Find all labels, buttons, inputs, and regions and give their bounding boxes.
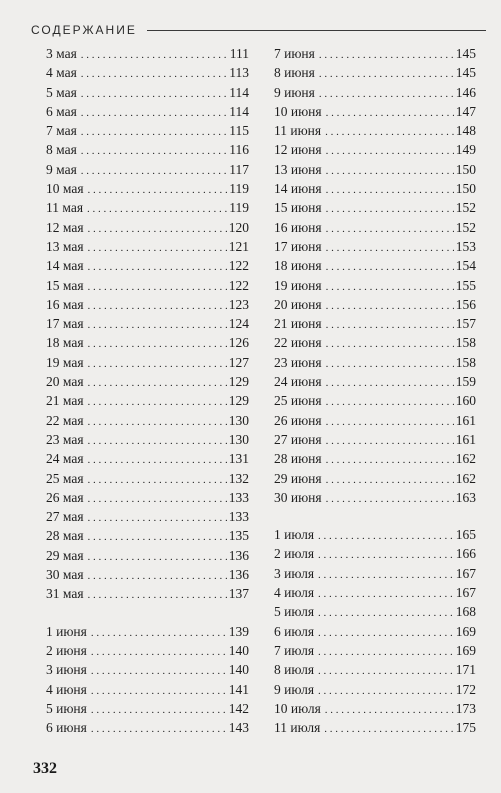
- entry-page-number: 121: [228, 238, 249, 254]
- dot-leader: [81, 63, 227, 84]
- toc-entry: [274, 121, 476, 140]
- entry-page-number: 165: [455, 527, 476, 543]
- entry-date: 6 июля: [274, 623, 315, 639]
- dot-leader: [325, 699, 454, 720]
- entry-page-number: 172: [455, 681, 476, 697]
- toc-entry: [274, 622, 476, 641]
- dot-leader: [91, 680, 227, 701]
- toc-entry: [274, 602, 476, 621]
- dot-leader: [91, 660, 227, 681]
- dot-leader: [318, 680, 454, 701]
- toc-entry: [274, 391, 476, 410]
- entry-date: 7 июня: [274, 46, 315, 61]
- dot-leader: [88, 584, 227, 605]
- dot-leader: [318, 583, 454, 604]
- entry-date: 12 мая: [46, 219, 84, 235]
- entry-date: 5 мая: [46, 84, 77, 100]
- entry-date: 18 июня: [274, 258, 322, 274]
- header-rule: [147, 30, 486, 31]
- dot-leader: [318, 564, 454, 585]
- toc-entry: [46, 507, 249, 526]
- toc-entry: [274, 411, 476, 430]
- dot-leader: [88, 372, 227, 393]
- entry-page-number: 117: [229, 161, 249, 177]
- entry-page-number: 162: [455, 451, 476, 467]
- entry-date: 27 мая: [46, 509, 84, 525]
- dot-leader: [88, 353, 227, 374]
- toc-column-right: [274, 44, 476, 737]
- entry-date: 4 июня: [46, 681, 87, 697]
- dot-leader: [326, 430, 454, 451]
- entry-date: 14 мая: [46, 258, 84, 274]
- entry-date: 7 мая: [46, 123, 77, 139]
- dot-leader: [319, 83, 454, 104]
- entry-date: 9 мая: [46, 161, 77, 177]
- running-header: [31, 20, 486, 40]
- entry-date: 21 июня: [274, 316, 322, 332]
- entry-date: 10 июля: [274, 700, 321, 716]
- toc-entry: [46, 102, 249, 121]
- entry-date: 3 июля: [274, 565, 315, 581]
- toc-entry: [46, 218, 249, 237]
- toc-entry: [274, 544, 476, 563]
- entry-page-number: 114: [229, 84, 249, 100]
- toc-entry: [46, 449, 249, 468]
- toc-entry: [274, 333, 476, 352]
- dot-leader: [318, 544, 454, 565]
- group-spacer: [46, 604, 249, 622]
- dot-leader: [81, 44, 228, 65]
- toc-entry: [46, 160, 249, 179]
- entry-date: 6 мая: [46, 103, 77, 119]
- entry-date: 2 июля: [274, 546, 315, 562]
- entry-page-number: 159: [455, 374, 476, 390]
- entry-page-number: 131: [228, 451, 249, 467]
- dot-leader: [88, 314, 227, 335]
- toc-entry: [274, 102, 476, 121]
- entry-date: 31 мая: [46, 586, 84, 602]
- entry-page-number: 156: [455, 296, 476, 312]
- toc-entry: [46, 565, 249, 584]
- entry-page-number: 141: [228, 681, 249, 697]
- entry-page-number: 157: [455, 316, 476, 332]
- toc-entry: [274, 469, 476, 488]
- toc-entry: [46, 641, 249, 660]
- toc-entry: [46, 333, 249, 352]
- entry-page-number: 135: [228, 528, 249, 544]
- entry-date: 17 мая: [46, 316, 84, 332]
- entry-date: 23 июня: [274, 354, 322, 370]
- dot-leader: [88, 333, 227, 354]
- entry-page-number: 122: [228, 258, 249, 274]
- entry-date: 3 июня: [46, 662, 87, 678]
- entry-date: 9 июля: [274, 681, 315, 697]
- entry-date: 24 июня: [274, 374, 322, 390]
- entry-page-number: 169: [455, 642, 476, 658]
- entry-page-number: 140: [228, 642, 249, 658]
- dot-leader: [81, 140, 227, 161]
- entry-date: 21 мая: [46, 393, 84, 409]
- toc-entry: [46, 391, 249, 410]
- toc-entry: [46, 121, 249, 140]
- entry-date: 7 июля: [274, 642, 315, 658]
- entry-date: 8 июня: [274, 65, 315, 81]
- entry-page-number: 137: [228, 586, 249, 602]
- entry-date: 4 июля: [274, 585, 315, 601]
- dot-leader: [326, 102, 454, 123]
- dot-leader: [326, 295, 454, 316]
- entry-date: 13 мая: [46, 238, 84, 254]
- toc-entry: [274, 641, 476, 660]
- dot-leader: [326, 372, 454, 393]
- dot-leader: [326, 488, 454, 509]
- dot-leader: [88, 430, 227, 451]
- dot-leader: [326, 179, 454, 200]
- dot-leader: [91, 641, 227, 662]
- toc-entry: [274, 314, 476, 333]
- toc-entry: [274, 83, 476, 102]
- entry-page-number: 162: [455, 470, 476, 486]
- entry-date: 13 июня: [274, 161, 322, 177]
- dot-leader: [326, 333, 454, 354]
- toc-entry: [46, 584, 249, 603]
- entry-date: 16 июня: [274, 219, 322, 235]
- toc-entry: [46, 140, 249, 159]
- dot-leader: [324, 718, 453, 739]
- dot-leader: [318, 525, 454, 546]
- toc-column-left: [46, 44, 249, 737]
- toc-entry: [46, 276, 249, 295]
- toc-entry: [46, 411, 249, 430]
- toc-entry: [274, 63, 476, 82]
- entry-date: 26 мая: [46, 489, 84, 505]
- entry-page-number: 145: [455, 65, 476, 81]
- group-spacer: [274, 507, 476, 525]
- entry-page-number: 116: [229, 142, 249, 158]
- dot-leader: [319, 63, 454, 84]
- toc-entry: [46, 622, 249, 641]
- entry-page-number: 175: [455, 720, 476, 736]
- toc-entry: [46, 469, 249, 488]
- entry-page-number: 132: [228, 470, 249, 486]
- entry-page-number: 161: [455, 431, 476, 447]
- dot-leader: [326, 391, 454, 412]
- entry-date: 25 июня: [274, 393, 322, 409]
- entry-page-number: 167: [455, 565, 476, 581]
- entry-date: 2 июня: [46, 642, 87, 658]
- entry-date: 16 мая: [46, 296, 84, 312]
- toc-entry: [46, 179, 249, 198]
- dot-leader: [326, 140, 454, 161]
- toc-entry: [46, 44, 249, 63]
- dot-leader: [88, 276, 227, 297]
- dot-leader: [326, 449, 454, 470]
- toc-entry: [274, 198, 476, 217]
- dot-leader: [88, 411, 227, 432]
- entry-page-number: 150: [455, 181, 476, 197]
- entry-page-number: 158: [455, 335, 476, 351]
- entry-page-number: 152: [455, 219, 476, 235]
- entry-date: 28 мая: [46, 528, 84, 544]
- dot-leader: [81, 121, 227, 142]
- toc-entry: [46, 256, 249, 275]
- entry-date: 29 мая: [46, 547, 84, 563]
- dot-leader: [326, 218, 454, 239]
- entry-date: 25 мая: [46, 470, 84, 486]
- dot-leader: [91, 718, 227, 739]
- entry-page-number: 130: [228, 412, 249, 428]
- entry-page-number: 148: [455, 123, 476, 139]
- toc-entry: [46, 488, 249, 507]
- entry-page-number: 123: [228, 296, 249, 312]
- toc-entry: [46, 314, 249, 333]
- toc-entry: [274, 449, 476, 468]
- entry-date: 5 июня: [46, 700, 87, 716]
- entry-page-number: 119: [229, 181, 249, 197]
- entry-page-number: 122: [228, 277, 249, 293]
- entry-page-number: 167: [455, 585, 476, 601]
- entry-page-number: 140: [228, 662, 249, 678]
- toc-entry: [274, 583, 476, 602]
- entry-date: 20 мая: [46, 374, 84, 390]
- entry-page-number: 163: [455, 489, 476, 505]
- page-number: 332: [33, 760, 57, 777]
- entry-date: 19 июня: [274, 277, 322, 293]
- entry-date: 11 июня: [274, 123, 322, 139]
- toc-entry: [274, 353, 476, 372]
- dot-leader: [326, 198, 454, 219]
- entry-page-number: 146: [455, 84, 476, 100]
- toc-entry: [46, 680, 249, 699]
- entry-page-number: 168: [455, 604, 476, 620]
- entry-page-number: 111: [229, 46, 249, 61]
- toc-entry: [46, 237, 249, 256]
- toc-entry: [274, 430, 476, 449]
- dot-leader: [326, 256, 454, 277]
- toc-entry: [46, 430, 249, 449]
- dot-leader: [88, 218, 227, 239]
- entry-date: 20 июня: [274, 296, 322, 312]
- entry-page-number: 153: [455, 238, 476, 254]
- entry-date: 8 июля: [274, 662, 315, 678]
- entry-page-number: 113: [229, 65, 249, 81]
- dot-leader: [88, 546, 227, 567]
- toc-entry: [274, 295, 476, 314]
- entry-date: 8 мая: [46, 142, 77, 158]
- dot-leader: [81, 160, 227, 181]
- toc-entry: [46, 372, 249, 391]
- entry-page-number: 171: [455, 662, 476, 678]
- toc-entry: [274, 256, 476, 275]
- dot-leader: [91, 699, 227, 720]
- entry-page-number: 130: [228, 431, 249, 447]
- entry-date: 9 июня: [274, 84, 315, 100]
- entry-page-number: 143: [228, 720, 249, 736]
- toc-entry: [274, 44, 476, 63]
- dot-leader: [87, 198, 227, 219]
- dot-leader: [325, 121, 454, 142]
- entry-page-number: 160: [455, 393, 476, 409]
- toc-entry: [274, 488, 476, 507]
- toc-entry: [274, 218, 476, 237]
- dot-leader: [88, 237, 227, 258]
- entry-date: 30 мая: [46, 567, 84, 583]
- toc-entry: [274, 179, 476, 198]
- entry-date: 22 июня: [274, 335, 322, 351]
- dot-leader: [318, 660, 454, 681]
- dot-leader: [88, 179, 228, 200]
- entry-page-number: 169: [455, 623, 476, 639]
- entry-page-number: 173: [455, 700, 476, 716]
- entry-page-number: 150: [455, 161, 476, 177]
- entry-date: 19 мая: [46, 354, 84, 370]
- entry-page-number: 149: [455, 142, 476, 158]
- entry-page-number: 115: [229, 123, 249, 139]
- entry-date: 6 июня: [46, 720, 87, 736]
- entry-date: 5 июля: [274, 604, 315, 620]
- dot-leader: [88, 391, 227, 412]
- toc-entry: [46, 699, 249, 718]
- entry-page-number: 166: [455, 546, 476, 562]
- entry-date: 24 мая: [46, 451, 84, 467]
- entry-page-number: 124: [228, 316, 249, 332]
- entry-date: 10 мая: [46, 181, 84, 197]
- toc-entry: [46, 546, 249, 565]
- entry-date: 3 мая: [46, 46, 77, 61]
- entry-page-number: 155: [455, 277, 476, 293]
- toc-entry: [274, 564, 476, 583]
- entry-page-number: 136: [228, 567, 249, 583]
- entry-date: 1 июля: [274, 527, 315, 543]
- toc-entry: [274, 237, 476, 256]
- entry-date: 27 июня: [274, 431, 322, 447]
- toc-entry: [46, 198, 249, 217]
- entry-date: 15 мая: [46, 277, 84, 293]
- entry-date: 12 июня: [274, 142, 322, 158]
- toc-entry: [46, 718, 249, 737]
- entry-page-number: 133: [228, 489, 249, 505]
- toc-entry: [274, 699, 476, 718]
- dot-leader: [318, 622, 454, 643]
- entry-page-number: 114: [229, 103, 249, 119]
- toc-entry: [46, 660, 249, 679]
- toc-entry: [46, 526, 249, 545]
- entry-page-number: 158: [455, 354, 476, 370]
- entry-page-number: 133: [228, 509, 249, 525]
- dot-leader: [88, 256, 227, 277]
- dot-leader: [88, 526, 227, 547]
- toc-entry: [274, 680, 476, 699]
- entry-date: 30 июня: [274, 489, 322, 505]
- dot-leader: [326, 276, 454, 297]
- toc-entry: [274, 160, 476, 179]
- dot-leader: [88, 565, 227, 586]
- entry-date: 22 мая: [46, 412, 84, 428]
- dot-leader: [326, 469, 454, 490]
- toc-entry: [274, 660, 476, 679]
- entry-page-number: 152: [455, 200, 476, 216]
- entry-page-number: 127: [228, 354, 249, 370]
- dot-leader: [319, 44, 454, 65]
- dot-leader: [81, 83, 227, 104]
- dot-leader: [318, 641, 454, 662]
- toc-entry: [46, 295, 249, 314]
- dot-leader: [326, 353, 454, 374]
- entry-page-number: 154: [455, 258, 476, 274]
- entry-date: 18 мая: [46, 335, 84, 351]
- dot-leader: [326, 411, 454, 432]
- entry-page-number: 119: [229, 200, 249, 216]
- toc-entry: [274, 372, 476, 391]
- dot-leader: [326, 314, 454, 335]
- entry-page-number: 129: [228, 393, 249, 409]
- entry-date: 11 мая: [46, 200, 84, 216]
- dot-leader: [88, 295, 227, 316]
- entry-page-number: 142: [228, 700, 249, 716]
- entry-date: 17 июня: [274, 238, 322, 254]
- entry-page-number: 139: [228, 623, 249, 639]
- entry-date: 10 июня: [274, 103, 322, 119]
- dot-leader: [326, 237, 454, 258]
- entry-page-number: 145: [455, 46, 476, 61]
- toc-entry: [274, 140, 476, 159]
- entry-date: 11 июля: [274, 720, 321, 736]
- toc-entry: [46, 63, 249, 82]
- entry-date: 1 июня: [46, 623, 87, 639]
- entry-page-number: 126: [228, 335, 249, 351]
- entry-date: 23 мая: [46, 431, 84, 447]
- toc-entry: [274, 525, 476, 544]
- entry-page-number: 129: [228, 374, 249, 390]
- toc-entry: [274, 718, 476, 737]
- entry-date: 26 июня: [274, 412, 322, 428]
- entry-date: 4 мая: [46, 65, 77, 81]
- dot-leader: [326, 160, 454, 181]
- section-title: СОДЕРЖАНИЕ: [31, 23, 137, 37]
- dot-leader: [88, 469, 227, 490]
- dot-leader: [81, 102, 227, 123]
- dot-leader: [91, 622, 227, 643]
- dot-leader: [88, 507, 227, 528]
- entry-page-number: 120: [228, 219, 249, 235]
- toc-entry: [46, 83, 249, 102]
- entry-date: 14 июня: [274, 181, 322, 197]
- toc-entry: [274, 276, 476, 295]
- entry-date: 28 июня: [274, 451, 322, 467]
- dot-leader: [318, 602, 454, 623]
- entry-page-number: 161: [455, 412, 476, 428]
- entry-page-number: 147: [455, 103, 476, 119]
- entry-page-number: 136: [228, 547, 249, 563]
- toc-entry: [46, 353, 249, 372]
- dot-leader: [88, 488, 227, 509]
- entry-date: 29 июня: [274, 470, 322, 486]
- entry-date: 15 июня: [274, 200, 322, 216]
- dot-leader: [88, 449, 227, 470]
